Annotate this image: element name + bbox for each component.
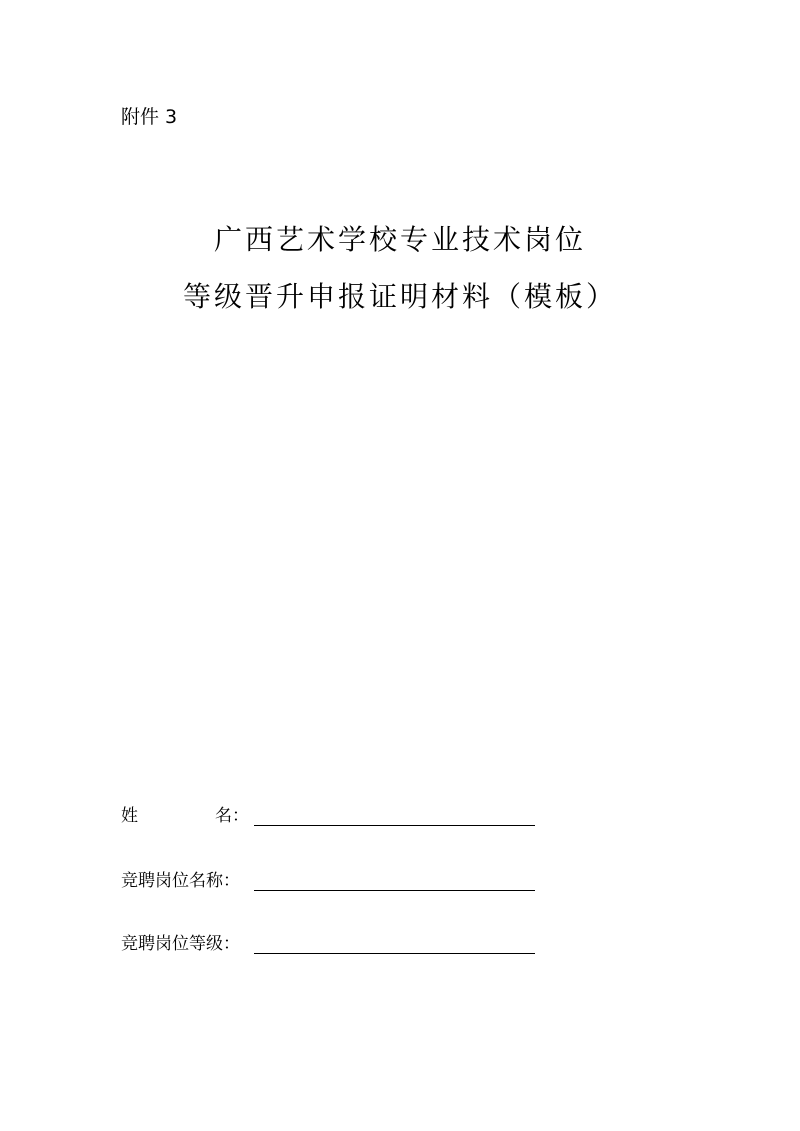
post-name-blank-line[interactable] [254, 890, 535, 891]
post-name-label: 竞聘岗位名称： [121, 871, 240, 891]
post-name-field [121, 869, 541, 895]
name-label-first: 姓 [121, 806, 138, 826]
name-blank-line[interactable] [254, 825, 535, 826]
name-field [121, 804, 541, 830]
document-title-line-2: 等级晋升申报证明材料（模板） [182, 280, 617, 313]
post-level-blank-line[interactable] [254, 953, 535, 954]
name-label-second: 名： [215, 806, 249, 826]
attachment-label: 附件 3 [121, 106, 178, 128]
post-level-field [121, 932, 541, 958]
document-title-line-1: 广西艺术学校专业技术岗位 [213, 223, 586, 256]
post-level-label: 竞聘岗位等级： [121, 934, 240, 954]
